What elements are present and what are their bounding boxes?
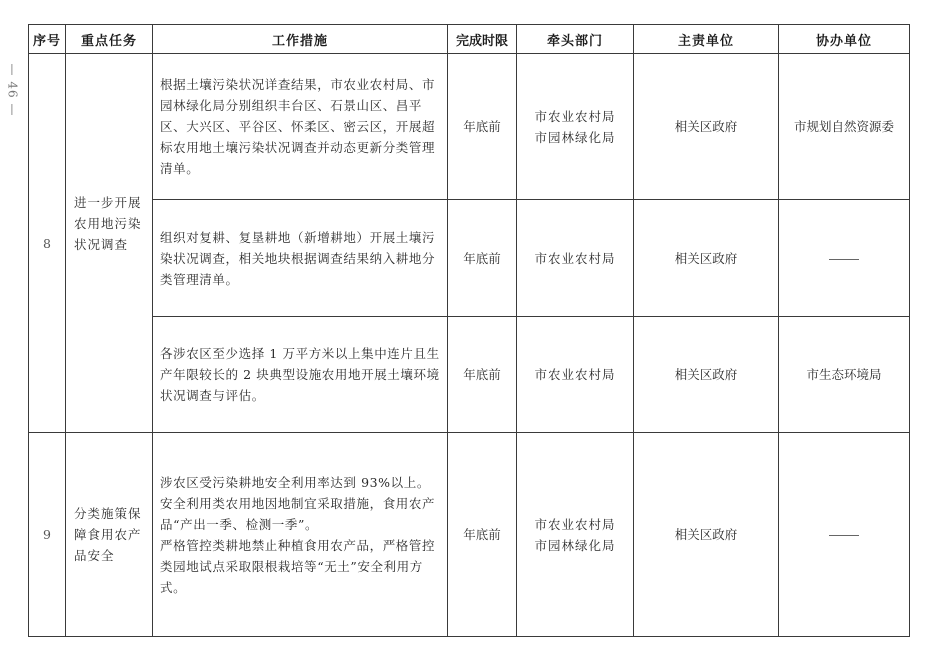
task-cell (66, 54, 153, 433)
measure-line: 安全利用类农用地因地制宜采取措施，食用农产品“产出一季、检测一季”。 (160, 495, 436, 532)
page-number-marker (2, 40, 22, 140)
seq-cell: 8 (29, 54, 66, 433)
dash-placeholder (829, 535, 859, 536)
assist-cell: 市生态环境局 (779, 317, 910, 433)
assist-cell-empty (779, 433, 910, 637)
assist-cell-empty (779, 200, 910, 317)
measure-cell: 组织对复耕、复垦耕地（新增耕地）开展土壤污染状况调查，相关地块根据调查结果纳入耕地分类管理清单。 (153, 200, 448, 317)
lead-dept-line: 市农业农村局 (534, 108, 616, 124)
header-task: 重点任务 (66, 25, 153, 54)
responsible-cell: 相关区政府 (634, 54, 779, 200)
header-measures: 工作措施 (153, 25, 448, 54)
measure-cell: 根据土壤污染状况详查结果，市农业农村局、市园林绿化局分别组织丰台区、石景山区、昌平区、大兴区、平谷区、怀柔区、密云区，开展超标农用地土壤污染状况调查并动态更新分类管理清单。 (153, 54, 448, 200)
header-deadline: 完成时限 (448, 25, 517, 54)
header-assist: 协办单位 (779, 25, 910, 54)
lead-dept-line: 市农业农村局 (534, 367, 616, 382)
lead-dept-line: 市园林绿化局 (534, 537, 616, 553)
lead-dept-line: 市农业农村局 (534, 250, 616, 266)
assist-cell: 市规划自然资源委 (779, 54, 910, 200)
measure-line: 涉农区受污染耕地安全利用率达到 93%以上。 (160, 474, 430, 490)
header-responsible: 主责单位 (634, 25, 779, 54)
responsible-cell: 相关区政府 (634, 200, 779, 317)
header-lead-dept: 牵头部门 (517, 25, 634, 54)
table-row (29, 54, 910, 200)
measure-cell: 各涉农区至少选择 1 万平方米以上集中连片且生产年限较长的 2 块典型设施农用地开展土壤环境状况调查与评估。 (153, 317, 448, 433)
deadline-cell: 年底前 (448, 433, 517, 637)
deadline-cell: 年底前 (448, 317, 517, 433)
table-row (29, 200, 910, 317)
task-text: 分类施策保障食用农产品安全 (74, 506, 142, 563)
responsible-cell: 相关区政府 (634, 433, 779, 637)
responsible-cell: 相关区政府 (634, 317, 779, 433)
table-row (29, 433, 910, 637)
lead-dept-line: 市农业农村局 (534, 516, 616, 532)
lead-dept-line: 市园林绿化局 (534, 129, 616, 145)
seq-cell: 9 (29, 433, 66, 637)
task-cell (66, 433, 153, 637)
header-seq: 序号 (29, 25, 66, 54)
deadline-cell: 年底前 (448, 200, 517, 317)
lead-dept-cell (517, 317, 634, 433)
lead-dept-cell (517, 54, 634, 200)
task-text: 进一步开展农用地污染状况调查 (74, 194, 142, 252)
lead-dept-cell (517, 433, 634, 637)
table-header-row (29, 25, 910, 54)
dash-placeholder (829, 259, 859, 260)
measure-cell (153, 433, 448, 637)
page-number-text: — 46 — (5, 63, 19, 117)
work-plan-table (28, 24, 910, 637)
measure-line: 严格管控类耕地禁止种植食用农产品，严格管控类园地试点采取限根栽培等“无土”安全利用方式。 (160, 537, 436, 595)
deadline-cell: 年底前 (448, 54, 517, 200)
lead-dept-cell (517, 200, 634, 317)
table-row (29, 317, 910, 433)
